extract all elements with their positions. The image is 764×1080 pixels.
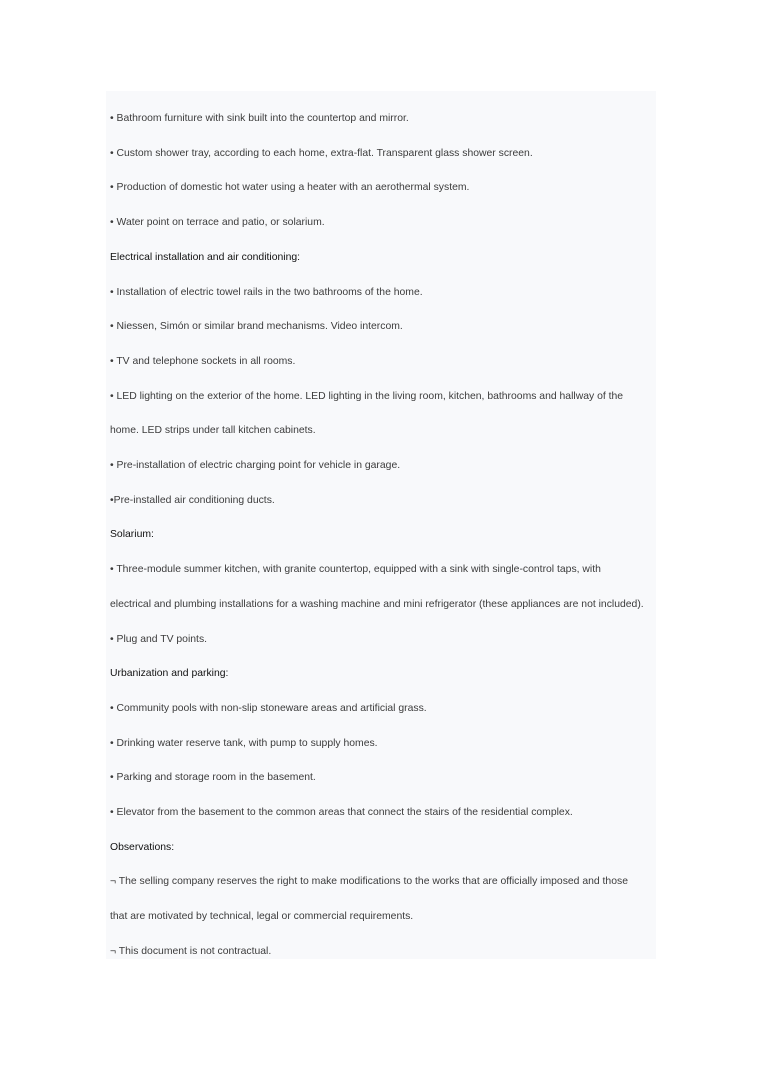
section-heading: Electrical installation and air conditioning: [110, 251, 301, 263]
list-item: • TV and telephone sockets in all rooms. [110, 355, 296, 367]
list-item: • Plug and TV points. [110, 633, 208, 645]
list-item: • Pre-installation of electric charging point for vehicle in garage. [110, 460, 401, 471]
list-item: ¬ The selling company reserves the right to make modifications to the works that are officially imposed and those [110, 876, 628, 888]
section-heading: Solarium: [110, 529, 154, 541]
list-item: • Bathroom furniture with sink built into the countertop and mirror. [110, 113, 409, 124]
list-item: ¬ This document is not contractual. [110, 945, 272, 957]
list-item: • Community pools with non-slip stoneware areas and artificial grass. [110, 702, 427, 714]
list-item: • Parking and storage room in the basement. [110, 772, 316, 784]
list-item: • LED lighting on the exterior of the home. LED lighting in the living room, kitchen, bathrooms and hallway of the [110, 390, 624, 402]
paragraph-continuation: that are motivated by technical, legal or commercial requirements. [110, 911, 414, 923]
list-item: • Water point on terrace and patio, or solarium. [110, 217, 325, 229]
paragraph-continuation: home. LED strips under tall kitchen cabinets. [110, 425, 316, 437]
list-item: • Niessen, Simón or similar brand mechanisms. Video intercom. [110, 321, 403, 333]
list-item: • Installation of electric towel rails in the two bathrooms of the home. [110, 286, 423, 298]
list-item: • Drinking water reserve tank, with pump to supply homes. [110, 737, 378, 749]
list-item: • Production of domestic hot water using a heater with an aerothermal system. [110, 182, 470, 194]
section-heading: Observations: [110, 841, 175, 853]
list-item: • Elevator from the basement to the common areas that connect the stairs of the residential complex. [110, 807, 573, 818]
list-item: • Three-module summer kitchen, with granite countertop, equipped with a sink with single-control taps, with [110, 564, 601, 576]
paragraph-continuation: electrical and plumbing installations for a washing machine and mini refrigerator (these appliances are not included). [110, 598, 644, 610]
section-heading: Urbanization and parking: [110, 668, 229, 680]
list-item: • Custom shower tray, according to each home, extra-flat. Transparent glass shower screen. [110, 147, 533, 159]
list-item: •Pre-installed air conditioning ducts. [110, 494, 275, 506]
